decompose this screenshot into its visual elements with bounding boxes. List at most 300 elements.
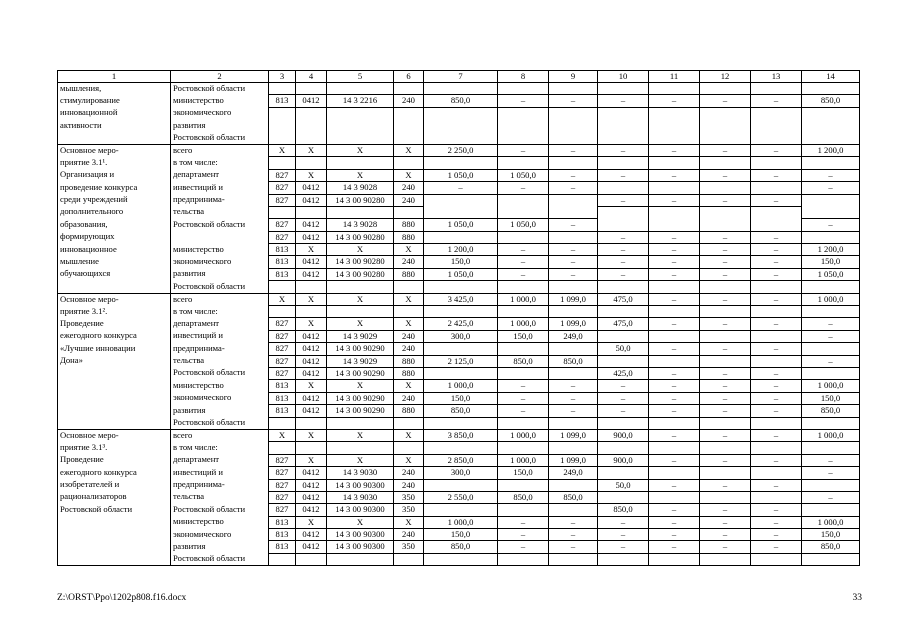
value-cell: 813: [269, 516, 296, 528]
value-cell: [649, 553, 700, 565]
budget-table-sheet: [57, 70, 860, 566]
value-cell: Х: [327, 429, 394, 441]
value-cell: 827: [269, 467, 296, 479]
column-number-header: 10: [598, 71, 649, 83]
value-cell: –: [802, 454, 860, 466]
value-cell: Х: [296, 318, 327, 330]
value-cell: 0412: [296, 355, 327, 367]
value-cell: 14 3 00 90280: [327, 256, 394, 268]
value-cell: 827: [269, 182, 296, 194]
value-cell: 0412: [296, 467, 327, 479]
value-cell: [700, 206, 751, 218]
value-cell: [327, 306, 394, 318]
event-name-cell: [58, 367, 171, 379]
value-cell: –: [700, 405, 751, 417]
event-name-cell: активности: [58, 120, 171, 132]
value-cell: Х: [296, 144, 327, 156]
value-cell: 1 099,0: [549, 293, 598, 305]
event-name-cell: [58, 516, 171, 528]
value-cell: 0412: [296, 330, 327, 342]
value-cell: [598, 107, 649, 119]
value-cell: [424, 504, 498, 516]
event-name-cell: ежегодного конкурса: [58, 330, 171, 342]
value-cell: [498, 231, 549, 243]
value-cell: 2 850,0: [424, 454, 498, 466]
value-cell: [700, 281, 751, 293]
value-cell: [598, 83, 649, 95]
value-cell: 150,0: [802, 256, 860, 268]
event-name-cell: формирующих: [58, 231, 171, 243]
value-cell: [802, 367, 860, 379]
value-cell: [598, 467, 649, 479]
table-row: [58, 529, 860, 541]
column-number-header: 6: [394, 71, 424, 83]
value-cell: Х: [394, 380, 424, 392]
value-cell: [700, 107, 751, 119]
value-cell: [394, 417, 424, 429]
value-cell: 1 050,0: [498, 169, 549, 181]
value-cell: –: [649, 367, 700, 379]
value-cell: [649, 442, 700, 454]
value-cell: 14 3 9028: [327, 182, 394, 194]
value-cell: Х: [394, 454, 424, 466]
value-cell: [424, 553, 498, 565]
value-cell: –: [700, 529, 751, 541]
table-row: [58, 380, 860, 392]
executor-cell: Ростовской области: [171, 132, 269, 144]
value-cell: [649, 120, 700, 132]
value-cell: 827: [269, 318, 296, 330]
value-cell: [296, 132, 327, 144]
value-cell: 1 000,0: [802, 516, 860, 528]
value-cell: [498, 504, 549, 516]
event-name-cell: мышления,: [58, 83, 171, 95]
value-cell: –: [751, 380, 802, 392]
value-cell: [598, 491, 649, 503]
value-cell: [296, 206, 327, 218]
value-cell: 0412: [296, 268, 327, 280]
executor-cell: предпринима-: [171, 343, 269, 355]
table-row: [58, 479, 860, 491]
value-cell: –: [649, 541, 700, 553]
value-cell: 1 050,0: [424, 268, 498, 280]
value-cell: [802, 553, 860, 565]
value-cell: 240: [394, 194, 424, 206]
value-cell: 880: [394, 268, 424, 280]
executor-cell: в том числе:: [171, 442, 269, 454]
value-cell: 813: [269, 541, 296, 553]
table-row: [58, 392, 860, 404]
value-cell: 240: [394, 479, 424, 491]
value-cell: 0412: [296, 194, 327, 206]
value-cell: –: [649, 144, 700, 156]
value-cell: [424, 417, 498, 429]
event-name-cell: приятие 3.1¹.: [58, 157, 171, 169]
value-cell: [269, 281, 296, 293]
value-cell: 14 3 9029: [327, 355, 394, 367]
event-name-cell: Организация и: [58, 169, 171, 181]
table-row: [58, 306, 860, 318]
value-cell: 813: [269, 256, 296, 268]
value-cell: 1 050,0: [424, 219, 498, 231]
value-cell: –: [802, 219, 860, 231]
value-cell: [424, 120, 498, 132]
value-cell: 150,0: [498, 330, 549, 342]
value-cell: Х: [269, 429, 296, 441]
value-cell: –: [751, 293, 802, 305]
value-cell: 1 200,0: [424, 244, 498, 256]
value-cell: 425,0: [598, 367, 649, 379]
value-cell: –: [649, 504, 700, 516]
value-cell: –: [498, 268, 549, 280]
value-cell: 850,0: [802, 541, 860, 553]
value-cell: [327, 107, 394, 119]
value-cell: [802, 107, 860, 119]
table-row: [58, 132, 860, 144]
value-cell: –: [549, 169, 598, 181]
value-cell: [649, 182, 700, 194]
table-row: [58, 169, 860, 181]
value-cell: [498, 120, 549, 132]
value-cell: Х: [327, 380, 394, 392]
value-cell: Х: [296, 454, 327, 466]
value-cell: –: [598, 380, 649, 392]
value-cell: 150,0: [424, 392, 498, 404]
value-cell: [802, 442, 860, 454]
value-cell: [327, 83, 394, 95]
table-row: [58, 231, 860, 243]
table-row: [58, 268, 860, 280]
value-cell: 14 3 9029: [327, 330, 394, 342]
value-cell: –: [598, 392, 649, 404]
executor-cell: экономического: [171, 256, 269, 268]
value-cell: –: [751, 231, 802, 243]
value-cell: 240: [394, 95, 424, 107]
value-cell: –: [649, 392, 700, 404]
value-cell: [751, 467, 802, 479]
value-cell: [498, 417, 549, 429]
table-row: [58, 454, 860, 466]
table-row: [58, 343, 860, 355]
event-name-cell: рационализаторов: [58, 491, 171, 503]
value-cell: 0412: [296, 405, 327, 417]
executor-cell: всего: [171, 429, 269, 441]
event-name-cell: образования,: [58, 219, 171, 231]
value-cell: 827: [269, 343, 296, 355]
value-cell: [424, 281, 498, 293]
table-row: [58, 405, 860, 417]
value-cell: 0412: [296, 182, 327, 194]
value-cell: [700, 219, 751, 231]
value-cell: [424, 83, 498, 95]
value-cell: 50,0: [598, 343, 649, 355]
value-cell: 14 3 9030: [327, 491, 394, 503]
value-cell: –: [498, 392, 549, 404]
table-row: [58, 281, 860, 293]
executor-cell: экономического: [171, 529, 269, 541]
value-cell: [394, 132, 424, 144]
value-cell: 813: [269, 405, 296, 417]
value-cell: [269, 157, 296, 169]
value-cell: –: [700, 144, 751, 156]
value-cell: [424, 367, 498, 379]
value-cell: [802, 417, 860, 429]
value-cell: [394, 83, 424, 95]
executor-cell: в том числе:: [171, 306, 269, 318]
value-cell: 14 3 00 90290: [327, 343, 394, 355]
value-cell: [700, 417, 751, 429]
value-cell: –: [700, 516, 751, 528]
value-cell: Х: [327, 144, 394, 156]
value-cell: 1 000,0: [498, 429, 549, 441]
value-cell: –: [498, 244, 549, 256]
value-cell: 1 200,0: [802, 144, 860, 156]
value-cell: –: [751, 529, 802, 541]
executor-cell: департамент: [171, 169, 269, 181]
value-cell: [327, 553, 394, 565]
value-cell: [751, 491, 802, 503]
value-cell: [649, 206, 700, 218]
table-row: [58, 219, 860, 231]
value-cell: [498, 194, 549, 206]
value-cell: 350: [394, 491, 424, 503]
value-cell: 1 050,0: [802, 268, 860, 280]
table-row: [58, 330, 860, 342]
column-number-header: 8: [498, 71, 549, 83]
value-cell: 850,0: [424, 95, 498, 107]
value-cell: –: [751, 405, 802, 417]
value-cell: 240: [394, 182, 424, 194]
value-cell: 850,0: [598, 504, 649, 516]
value-cell: [751, 281, 802, 293]
value-cell: Х: [327, 454, 394, 466]
event-name-cell: приятие 3.1³.: [58, 442, 171, 454]
value-cell: –: [498, 380, 549, 392]
value-cell: 2 125,0: [424, 355, 498, 367]
value-cell: –: [549, 529, 598, 541]
value-cell: 0412: [296, 541, 327, 553]
value-cell: [549, 83, 598, 95]
value-cell: Х: [296, 293, 327, 305]
value-cell: [549, 306, 598, 318]
value-cell: [649, 107, 700, 119]
executor-cell: развития: [171, 541, 269, 553]
value-cell: 14 3 00 90290: [327, 405, 394, 417]
value-cell: [649, 330, 700, 342]
value-cell: –: [751, 516, 802, 528]
value-cell: 880: [394, 231, 424, 243]
value-cell: 0412: [296, 479, 327, 491]
value-cell: 827: [269, 367, 296, 379]
value-cell: [549, 553, 598, 565]
value-cell: 1 000,0: [498, 454, 549, 466]
value-cell: [424, 442, 498, 454]
executor-cell: Ростовской области: [171, 417, 269, 429]
column-number-header: 14: [802, 71, 860, 83]
value-cell: [296, 417, 327, 429]
executor-cell: инвестиций и: [171, 467, 269, 479]
executor-cell: министерство: [171, 244, 269, 256]
value-cell: [700, 306, 751, 318]
value-cell: 249,0: [549, 330, 598, 342]
value-cell: 1 200,0: [802, 244, 860, 256]
value-cell: [394, 107, 424, 119]
value-cell: 1 000,0: [802, 429, 860, 441]
value-cell: 50,0: [598, 479, 649, 491]
value-cell: 14 3 00 90280: [327, 268, 394, 280]
value-cell: –: [700, 454, 751, 466]
value-cell: –: [751, 541, 802, 553]
value-cell: 2 425,0: [424, 318, 498, 330]
executor-cell: министерство: [171, 380, 269, 392]
value-cell: 0412: [296, 95, 327, 107]
executor-cell: министерство: [171, 95, 269, 107]
value-cell: [598, 182, 649, 194]
value-cell: –: [649, 529, 700, 541]
table-row: [58, 429, 860, 441]
table-row: [58, 553, 860, 565]
value-cell: [802, 83, 860, 95]
value-cell: –: [700, 429, 751, 441]
value-cell: 827: [269, 194, 296, 206]
table-row: [58, 83, 860, 95]
value-cell: –: [700, 293, 751, 305]
value-cell: [598, 553, 649, 565]
value-cell: 0412: [296, 231, 327, 243]
value-cell: 475,0: [598, 318, 649, 330]
value-cell: [598, 417, 649, 429]
table-row: [58, 120, 860, 132]
event-name-cell: [58, 392, 171, 404]
executor-cell: департамент: [171, 454, 269, 466]
value-cell: [269, 83, 296, 95]
value-cell: –: [700, 541, 751, 553]
value-cell: 300,0: [424, 467, 498, 479]
event-name-cell: изобретателей и: [58, 479, 171, 491]
value-cell: [296, 553, 327, 565]
value-cell: 3 425,0: [424, 293, 498, 305]
value-cell: –: [498, 405, 549, 417]
table-row: [58, 144, 860, 156]
value-cell: 240: [394, 529, 424, 541]
value-cell: [700, 132, 751, 144]
executor-cell: Ростовской области: [171, 504, 269, 516]
value-cell: [751, 120, 802, 132]
column-number-header: 12: [700, 71, 751, 83]
value-cell: –: [700, 380, 751, 392]
value-cell: [700, 330, 751, 342]
value-cell: 900,0: [598, 454, 649, 466]
value-cell: –: [649, 454, 700, 466]
value-cell: –: [498, 256, 549, 268]
value-cell: –: [549, 182, 598, 194]
value-cell: –: [649, 343, 700, 355]
table-row: [58, 442, 860, 454]
value-cell: [700, 467, 751, 479]
value-cell: 827: [269, 169, 296, 181]
value-cell: –: [498, 529, 549, 541]
value-cell: Х: [394, 429, 424, 441]
value-cell: –: [700, 367, 751, 379]
value-cell: –: [751, 429, 802, 441]
table-row: [58, 491, 860, 503]
table-row: [58, 318, 860, 330]
value-cell: 1 099,0: [549, 454, 598, 466]
value-cell: [424, 479, 498, 491]
value-cell: [549, 120, 598, 132]
value-cell: [498, 306, 549, 318]
value-cell: –: [700, 244, 751, 256]
value-cell: –: [802, 467, 860, 479]
value-cell: [598, 132, 649, 144]
value-cell: Х: [296, 380, 327, 392]
executor-cell: тельства: [171, 355, 269, 367]
header-row: [58, 71, 860, 83]
value-cell: [700, 553, 751, 565]
value-cell: –: [598, 541, 649, 553]
event-name-cell: инновационной: [58, 107, 171, 119]
value-cell: 240: [394, 392, 424, 404]
value-cell: 14 3 00 90280: [327, 231, 394, 243]
value-cell: –: [751, 144, 802, 156]
value-cell: 1 000,0: [498, 318, 549, 330]
event-name-cell: мышление: [58, 256, 171, 268]
value-cell: [598, 157, 649, 169]
value-cell: 0412: [296, 392, 327, 404]
value-cell: 827: [269, 491, 296, 503]
value-cell: [269, 417, 296, 429]
value-cell: [498, 281, 549, 293]
event-name-cell: [58, 405, 171, 417]
value-cell: –: [549, 244, 598, 256]
value-cell: [802, 479, 860, 491]
executor-cell: предпринима-: [171, 479, 269, 491]
value-cell: 850,0: [498, 491, 549, 503]
event-name-cell: [58, 541, 171, 553]
value-cell: Х: [394, 516, 424, 528]
value-cell: [296, 107, 327, 119]
value-cell: –: [549, 95, 598, 107]
value-cell: [751, 553, 802, 565]
executor-cell: тельства: [171, 206, 269, 218]
event-name-cell: «Лучшие инновации: [58, 343, 171, 355]
value-cell: –: [498, 95, 549, 107]
value-cell: [498, 206, 549, 218]
value-cell: 813: [269, 268, 296, 280]
value-cell: –: [700, 231, 751, 243]
event-name-cell: Основное меро-: [58, 144, 171, 156]
value-cell: –: [649, 429, 700, 441]
value-cell: [394, 157, 424, 169]
value-cell: [598, 355, 649, 367]
value-cell: [802, 206, 860, 218]
value-cell: [751, 355, 802, 367]
value-cell: 880: [394, 367, 424, 379]
value-cell: [649, 355, 700, 367]
executor-cell: инвестиций и: [171, 330, 269, 342]
value-cell: [549, 504, 598, 516]
value-cell: [424, 343, 498, 355]
value-cell: 240: [394, 343, 424, 355]
table-row: [58, 194, 860, 206]
value-cell: [424, 107, 498, 119]
value-cell: –: [751, 367, 802, 379]
value-cell: 1 099,0: [549, 429, 598, 441]
table-row: [58, 367, 860, 379]
value-cell: [394, 306, 424, 318]
value-cell: 150,0: [424, 529, 498, 541]
value-cell: –: [700, 256, 751, 268]
